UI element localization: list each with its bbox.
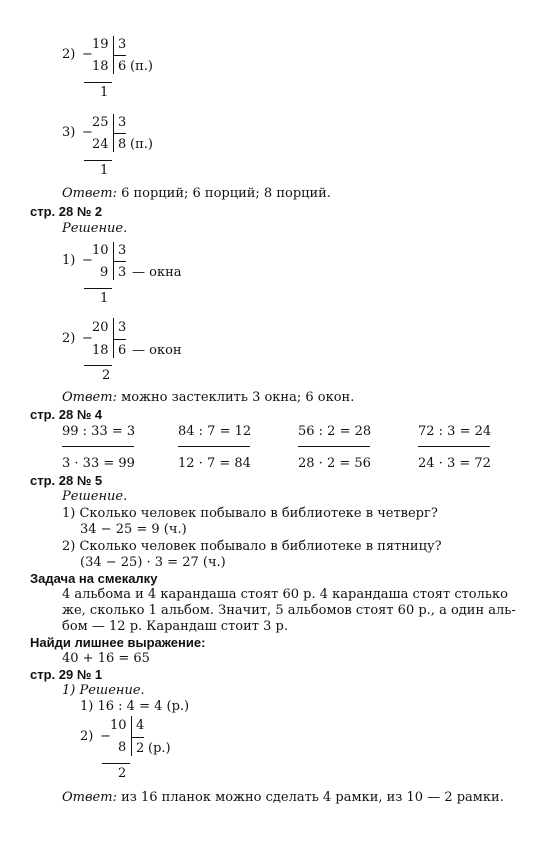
divisor: 3 (118, 115, 127, 130)
division-bar (131, 716, 132, 756)
subtrahend: 18 (92, 343, 109, 358)
riddle-line: бом — 12 р. Карандаш стоит 3 р. (62, 619, 288, 634)
subtrahend: 8 (118, 740, 127, 755)
remainder: 2 (102, 368, 111, 383)
remainder-line (84, 160, 112, 161)
long-division-10-by-3 (62, 242, 262, 322)
check-top: 99 : 33 = 3 (62, 424, 136, 439)
remainder-line (84, 82, 112, 83)
question-1: 1) Сколько человек побывало в библиотеке в четверг? (62, 506, 438, 521)
remainder: 1 (100, 163, 109, 178)
quotient-line (132, 737, 144, 738)
quotient-line (114, 55, 126, 56)
quotient-note: — окна (132, 265, 182, 280)
item-label: 1) (62, 253, 76, 268)
quotient-line (114, 261, 126, 262)
answer-text: можно застеклить 3 окна; 6 окон. (121, 390, 355, 405)
section-heading: Найди лишнее выражение: (30, 635, 206, 650)
check-divider (418, 446, 490, 447)
minus-sign: − (82, 47, 93, 62)
subtrahend: 9 (100, 265, 109, 280)
quotient-note: (п.) (130, 137, 153, 152)
check-bottom: 24 · 3 = 72 (418, 456, 491, 471)
check-top: 72 : 3 = 24 (418, 424, 492, 439)
quotient: 2 (136, 741, 145, 756)
divisor: 3 (118, 37, 127, 52)
question-2: 2) Сколько человек побывало в библиотеке в пятницу? (62, 539, 442, 554)
long-division-19-by-3 (62, 36, 262, 116)
section-heading: стр. 28 № 2 (30, 204, 103, 219)
minus-sign: − (82, 253, 93, 268)
check-divider (178, 446, 250, 447)
answer-label: Ответ: (62, 790, 117, 805)
solution-label: Решение. (62, 489, 128, 504)
item-label: 2) (80, 729, 94, 744)
dividend: 10 (92, 243, 109, 258)
check-top: 56 : 2 = 28 (298, 424, 372, 439)
quotient-note: — окон (132, 343, 182, 358)
subtrahend: 24 (92, 137, 109, 152)
remainder-line (102, 763, 130, 764)
quotient-line (114, 133, 126, 134)
section-heading: стр. 28 № 4 (30, 407, 103, 422)
remainder-line (84, 288, 112, 289)
quotient: 3 (118, 265, 127, 280)
dividend: 10 (110, 718, 127, 733)
answer-1: 34 − 25 = 9 (ч.) (80, 522, 187, 537)
item-label: 3) (62, 125, 76, 140)
answer-line (62, 391, 354, 404)
section-heading: Задача на смекалку (30, 571, 158, 586)
answer-text: из 16 планок можно сделать 4 рамки, из 10 — 2 рамки. (121, 790, 504, 805)
answer-label: Ответ: (62, 390, 117, 405)
minus-sign: − (82, 125, 93, 140)
long-division-25-by-3 (62, 114, 262, 194)
check-top: 84 : 7 = 12 (178, 424, 252, 439)
check-bottom: 3 · 33 = 99 (62, 456, 135, 471)
section-heading: стр. 29 № 1 (30, 667, 103, 682)
solution-label: Решение. (62, 221, 128, 236)
odd-expression: 40 + 16 = 65 (62, 651, 150, 666)
quotient: 6 (118, 59, 127, 74)
answer-2: (34 − 25) · 3 = 27 (ч.) (80, 555, 226, 570)
dividend: 19 (92, 37, 109, 52)
dividend: 20 (92, 320, 109, 335)
division-bar (113, 318, 114, 358)
check-divider (298, 446, 370, 447)
step-1: 1) 16 : 4 = 4 (р.) (80, 699, 190, 714)
remainder: 2 (118, 766, 127, 781)
remainder: 1 (100, 85, 109, 100)
divisor: 3 (118, 320, 127, 335)
item-label: 2) (62, 47, 76, 62)
check-bottom: 12 · 7 = 84 (178, 456, 251, 471)
section-heading: стр. 28 № 5 (30, 473, 103, 488)
remainder: 1 (100, 291, 109, 306)
remainder-line (84, 365, 112, 366)
riddle-line: 4 альбома и 4 карандаша стоят 60 р. 4 карандаша стоят столько (62, 587, 508, 602)
dividend: 25 (92, 115, 109, 130)
quotient-note: (п.) (130, 59, 153, 74)
long-division-10-by-4 (80, 716, 280, 796)
quotient: 6 (118, 343, 127, 358)
divisor: 4 (136, 718, 145, 733)
answer-text: 6 порций; 6 порций; 8 порций. (121, 186, 331, 201)
check-bottom: 28 · 2 = 56 (298, 456, 371, 471)
divisor: 3 (118, 243, 127, 258)
answer-label: Ответ: (62, 186, 117, 201)
quotient-line (114, 339, 126, 340)
solution-label: 1) Решение. (62, 683, 145, 698)
long-division-20-by-3 (62, 318, 262, 398)
check-divider (62, 446, 134, 447)
answer-line (62, 187, 331, 200)
quotient: 8 (118, 137, 127, 152)
item-label: 2) (62, 331, 76, 346)
minus-sign: − (82, 331, 93, 346)
subtrahend: 18 (92, 59, 109, 74)
quotient-note: (р.) (148, 741, 171, 756)
riddle-line: же, сколько 1 альбом. Значит, 5 альбомов стоят 60 р., а один аль- (62, 603, 516, 618)
minus-sign: − (100, 729, 111, 744)
answer-line (62, 791, 504, 804)
